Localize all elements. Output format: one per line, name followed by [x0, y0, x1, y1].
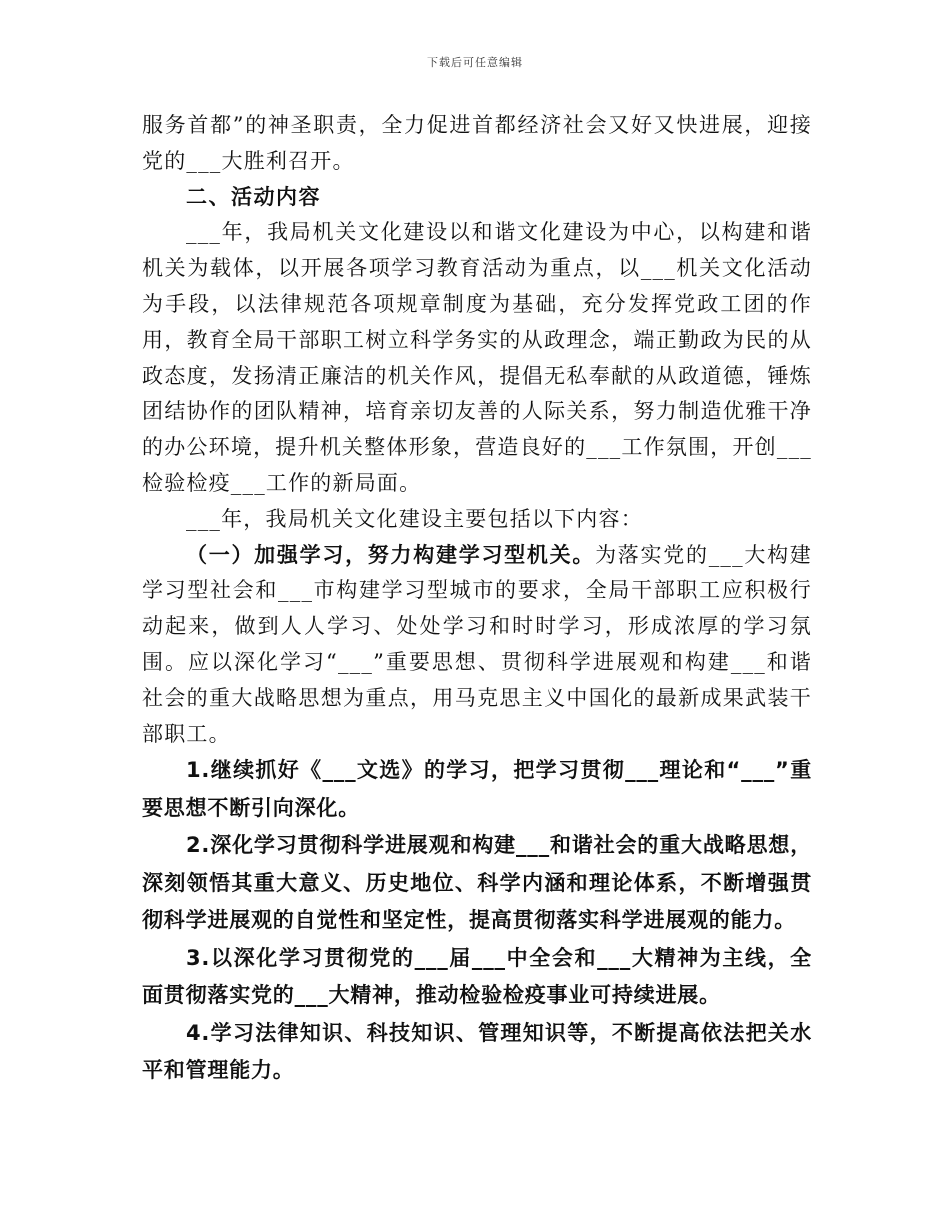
- paragraph-activity-overview: ___年，我局机关文化建设以和谐文化建设为中心，以构建和谐机关为载体，以开展各项学习教育活动为重点，以___机关文化活动为手段，以法律规范各项规章制度为基础，充分发挥党政工团的作用，教育全局干部职工树立科学务实的从政理念，端正勤政为民的从政态度，发扬清正廉洁的机关作风，提倡无私奉献的从政道德，锤炼团结协作的团队精神，培育亲切友善的人际关系，努力制造优雅干净的办公环境，提升机关整体形象，营造良好的___工作氛围，开创___检验检疫___工作的新局面。: [142, 220, 812, 495]
- subsection-body: 为落实党的___大构建学习型社会和___市构建学习型城市的要求，全局干部职工应积极行动起来，做到人人学习、处处学习和时时学习，形成浓厚的学习氛围。应以深化学习“___”重要思想、贯彻科学进展观和构建___和谐社会的重大战略思想为重点，用马克思主义中国化的最新成果武装干部职工。: [142, 542, 812, 746]
- list-item-1: 1.继续抓好《___文选》的学习，把学习贯彻___理论和“___”重要思想不断引向深化。: [142, 758, 812, 820]
- list-item-2: 2.深化学习贯彻科学进展观和构建___和谐社会的重大战略思想，深刻领悟其重大意义、历史地位、科学内涵和理论体系，不断增强贯彻科学进展观的自觉性和坚定性，提高贯彻落实科学进展观的能力。: [142, 833, 812, 933]
- subsection-heading: （一）加强学习，努力构建学习型机关。: [186, 542, 596, 567]
- document-body: [142, 108, 812, 1090]
- section-heading: 二、活动内容: [186, 184, 321, 209]
- list-item-4: 4.学习法律知识、科技知识、管理知识等，不断提高依法把关水平和管理能力。: [142, 1020, 812, 1083]
- paragraph-learning-section: [142, 538, 812, 753]
- download-note-header: 下载后可任意编辑: [427, 56, 523, 69]
- list-item-3: 3.以深化学习贯彻党的___届___中全会和___大精神为主线，全面贯彻落实党的___大精神，推动检验检疫事业可持续进展。: [142, 945, 812, 1008]
- paragraph-content-intro: ___年，我局机关文化建设主要包括以下内容：: [186, 506, 643, 531]
- paragraph-continuation: 服务首都”的神圣职责，全力促进首都经济社会又好又快进展，迎接党的___大胜利召开。: [142, 113, 812, 173]
